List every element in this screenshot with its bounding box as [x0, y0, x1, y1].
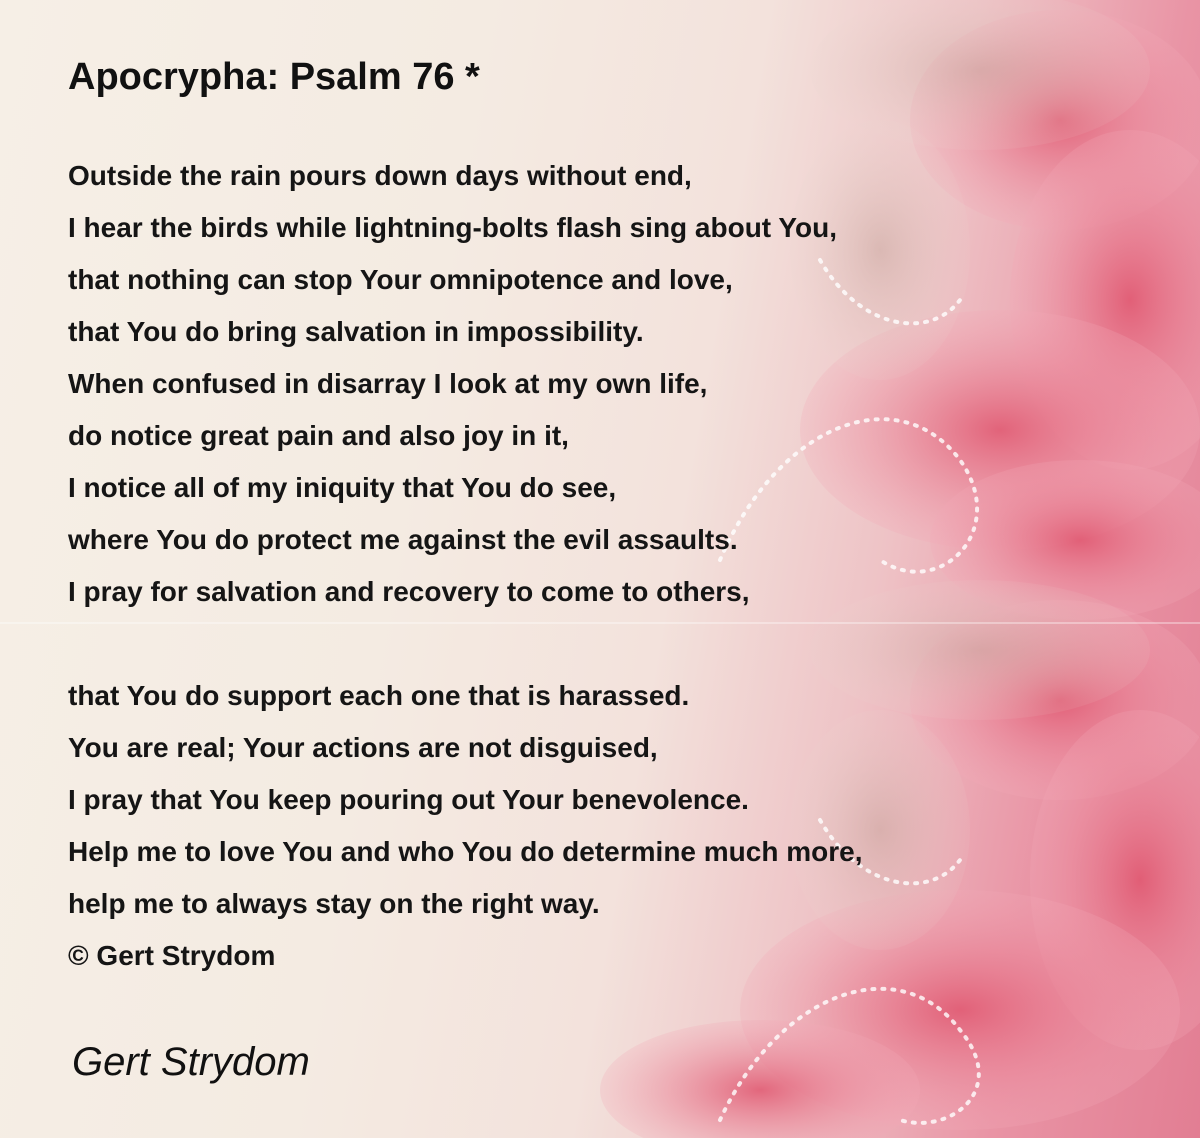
poem-line: I notice all of my iniquity that You do see, [68, 472, 617, 503]
poem-line: that nothing can stop Your omnipotence and love, [68, 264, 733, 295]
poem-line: When confused in disarray I look at my own life, [68, 368, 708, 399]
poem-lines [68, 150, 863, 982]
author-signature: Gert Strydom [72, 1040, 310, 1084]
poem-line: You are real; Your actions are not disguised, [68, 732, 658, 763]
poem-line: where You do protect me against the evil assaults. [68, 524, 738, 555]
poem-line: do notice great pain and also joy in it, [68, 420, 569, 451]
poem-line: that You do bring salvation in impossibility. [68, 316, 644, 347]
poem-line: I hear the birds while lightning-bolts flash sing about You, [68, 212, 837, 243]
poem-line: I pray for salvation and recovery to come to others, [68, 576, 750, 607]
stanza-break [68, 618, 863, 670]
copyright-line: © Gert Strydom [68, 940, 276, 971]
poem-line: that You do support each one that is harassed. [68, 680, 690, 711]
poem-line: help me to always stay on the right way. [68, 888, 600, 919]
poem-line: Help me to love You and who You do determine much more, [68, 836, 863, 867]
poem-title: Apocrypha: Psalm 76 * [68, 56, 480, 98]
poem-line: Outside the rain pours down days without end, [68, 160, 692, 191]
poem-line: I pray that You keep pouring out Your benevolence. [68, 784, 749, 815]
